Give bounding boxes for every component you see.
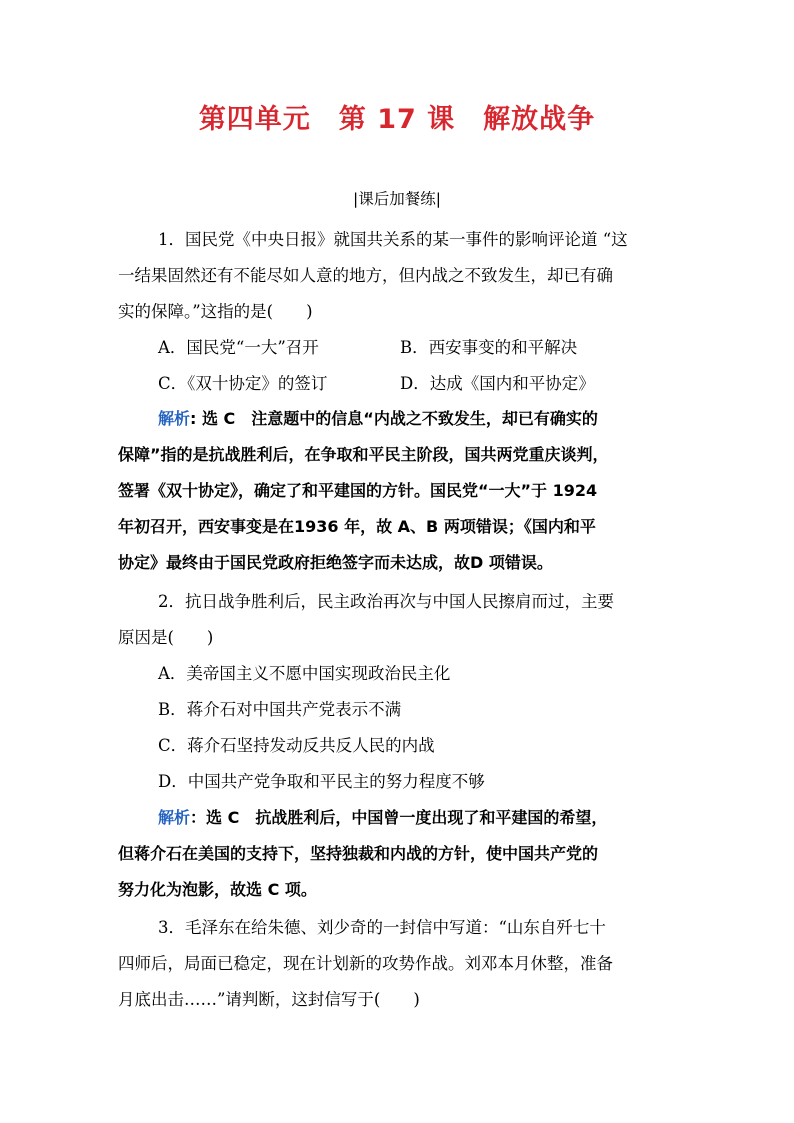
q1-analysis-label: 解析	[158, 409, 191, 428]
q1-analysis-line-4: 年初召开，西安事变是在1936 年，故 A、B 两项错误；《国内和平	[118, 517, 596, 536]
q3-stem-line-2: 四师后，局面已稳定，现在计划新的攻势作战。刘邓本月休整，准备	[118, 954, 613, 973]
q1-analysis-text: : 选 C 注意题中的信息“内战之不致发生，却已有确实的	[190, 409, 598, 428]
q2-stem-line-1: 2．抗日战争胜利后，民主政治再次与中国人民擦肩而过，主要	[158, 592, 614, 611]
q1-option-a: A．国民党“一大”召开	[158, 338, 319, 357]
q1-analysis-line-3: 签署《双十协定》，确定了和平建国的方针。国民党“一大”于 1924	[118, 481, 598, 500]
q1-analysis-line-5: 协定》最终由于国民党政府拒绝签字而未达成，故D 项错误。	[118, 553, 553, 572]
q2-option-b: B．蒋介石对中国共产党表示不满	[158, 700, 402, 719]
q3-stem-line-1: 3．毛泽东在给朱德、刘少奇的一封信中写道：“山东自歼七十	[158, 918, 606, 937]
q1-analysis-line-2: 保障”指的是抗战胜利后，在争取和平民主阶段，国共两党重庆谈判，	[118, 445, 609, 464]
q1-analysis-line-1	[158, 406, 598, 429]
section-heading: |课后加餐练|	[353, 190, 441, 208]
q1-stem-line-3: 实的保障。”这指的是( )	[118, 302, 313, 321]
q2-analysis-text: ：选 C 抗战胜利后，中国曾一度出现了和平建国的希望，	[190, 808, 608, 827]
q1-option-c: C．《双十协定》的签订	[158, 374, 328, 393]
q2-analysis-line-1	[158, 805, 607, 828]
q3-stem-line-3: 月底出击……”请判断，这封信写于( )	[118, 990, 420, 1009]
q2-stem-line-2: 原因是( )	[118, 628, 214, 647]
q1-option-d: D．达成《国内和平协定》	[400, 374, 595, 393]
q1-stem-line-1: 1．国民党《中央日报》就国共关系的某一事件的影响评论道 “这	[158, 230, 628, 249]
page-title: 第四单元 第 17 课 解放战争	[198, 104, 596, 135]
q1-stem-line-2: 一结果固然还有不能尽如人意的地方，但内战之不致发生，却已有确	[118, 266, 613, 285]
q2-option-d: D．中国共产党争取和平民主的努力程度不够	[158, 772, 485, 791]
q2-analysis-label: 解析	[158, 808, 191, 827]
q1-option-b: B．西安事变的和平解决	[400, 338, 578, 357]
q2-option-c: C．蒋介石坚持发动反共反人民的内战	[158, 736, 435, 755]
q2-analysis-line-2: 但蒋介石在美国的支持下，坚持独裁和内战的方针，使中国共产党的	[118, 844, 599, 863]
q2-option-a: A．美帝国主义不愿中国实现政治民主化	[158, 664, 451, 683]
q2-analysis-line-3: 努力化为泡影，故选 C 项。	[118, 880, 317, 899]
